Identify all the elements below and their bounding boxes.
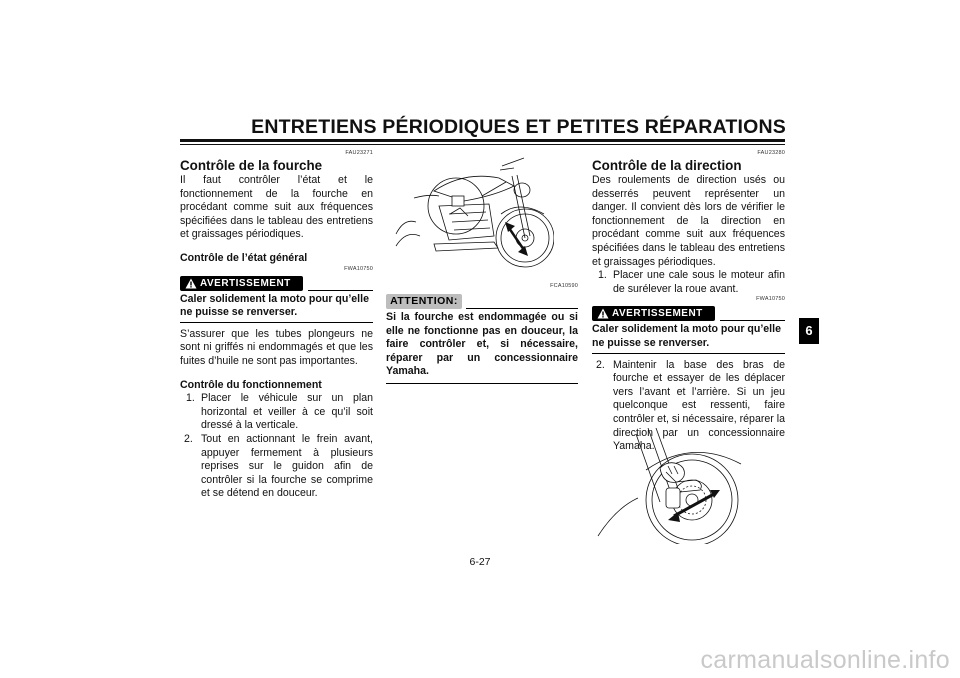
warning-text: Caler solidement la moto pour qu’elle ne puisse se renverser.	[592, 323, 781, 349]
list-item: 2. Maintenir la base des bras de fourche et essayer de les déplacer vers l’avant et l’arrière. Si un jeu quelconque est ressenti, faire contrôler et, si nécessaire, réparer la direction par un concessionnaire Yamaha.	[596, 358, 785, 453]
motorcycle-fork-illustration	[394, 156, 554, 271]
subheading-general-condition: Contrôle de l’état général	[180, 251, 308, 264]
subheading-operation: Contrôle du fonctionnement	[180, 378, 322, 391]
page-number: 6-27	[469, 556, 491, 568]
section-title-steering: Contrôle de la direction	[592, 158, 742, 173]
section-code: FAU23271	[345, 150, 373, 156]
warning-code: FWA10750	[344, 265, 373, 272]
list-item: 1. Placer le véhicule sur un plan horizontal et veiller à ce qu’il soit dressé à la verticale.	[186, 392, 373, 432]
chapter-tab: 6	[799, 318, 819, 344]
attention-label: ATTENTION:	[386, 294, 462, 309]
steering-intro: Des roulements de direction usés ou desserrés peuvent représenter un danger. Il convient dès lors de vérifier le fonctionnement de la direction en procédant comme suit aux fréquences spécifiées dans le tableau des entretiens et graissages périodiques.	[592, 174, 785, 268]
section-code: FAU23280	[757, 150, 785, 156]
list-item: 2. Tout en actionnant le frein avant, appuyer fermement à plusieurs reprises sur le guidon afin de contrôler si la fourche se comprime et se détend en douceur.	[184, 432, 373, 500]
section-title-fork: Contrôle de la fourche	[180, 158, 323, 173]
warning-triangle-icon	[185, 278, 197, 289]
attention-bar	[386, 294, 578, 311]
steering-check-illustration	[596, 428, 748, 544]
header-rule	[180, 139, 785, 142]
warning-code: FWA10750	[756, 296, 785, 303]
operation-steps	[180, 392, 373, 501]
list-item: 1. Placer une cale sous le moteur afin de surélever la roue avant.	[598, 269, 785, 295]
warning-label-text: AVERTISSEMENT	[200, 277, 291, 289]
steering-steps	[592, 269, 785, 296]
warning-text: Caler solidement la moto pour qu’elle ne puisse se renverser.	[180, 292, 369, 319]
fork-intro: Il faut contrôler l’état et le fonctionnement de la fourche en procédant comme suit aux fréquences spécifiées dans le tableau des entretiens et graissages périodiques.	[180, 174, 373, 241]
warning-label	[180, 276, 303, 291]
warning-label-text: AVERTISSEMENT	[612, 308, 703, 320]
header-rule-thin	[180, 144, 785, 145]
fork-inspection-text: S’assurer que les tubes plongeurs ne sont ni griffés ni endommagés et que les fuites d’huile ne sont pas importantes.	[180, 327, 373, 367]
column-left	[180, 150, 373, 501]
attention-text: Si la fourche est endommagée ou si elle ne fonctionne pas en douceur, la faire contrôler et, si nécessaire, réparer par un concessionnaire Yamaha.	[386, 311, 578, 378]
page-header-title: ENTRETIENS PÉRIODIQUES ET PETITES RÉPARATIONS	[251, 116, 786, 138]
watermark: carmanualsonline.info	[700, 646, 950, 674]
column-right	[592, 150, 785, 454]
warning-bar	[180, 276, 373, 293]
column-middle	[386, 283, 578, 389]
warning-bar	[592, 306, 785, 323]
warning-triangle-icon	[597, 308, 609, 319]
attention-code: FCA10590	[550, 283, 578, 289]
warning-label	[592, 306, 715, 321]
